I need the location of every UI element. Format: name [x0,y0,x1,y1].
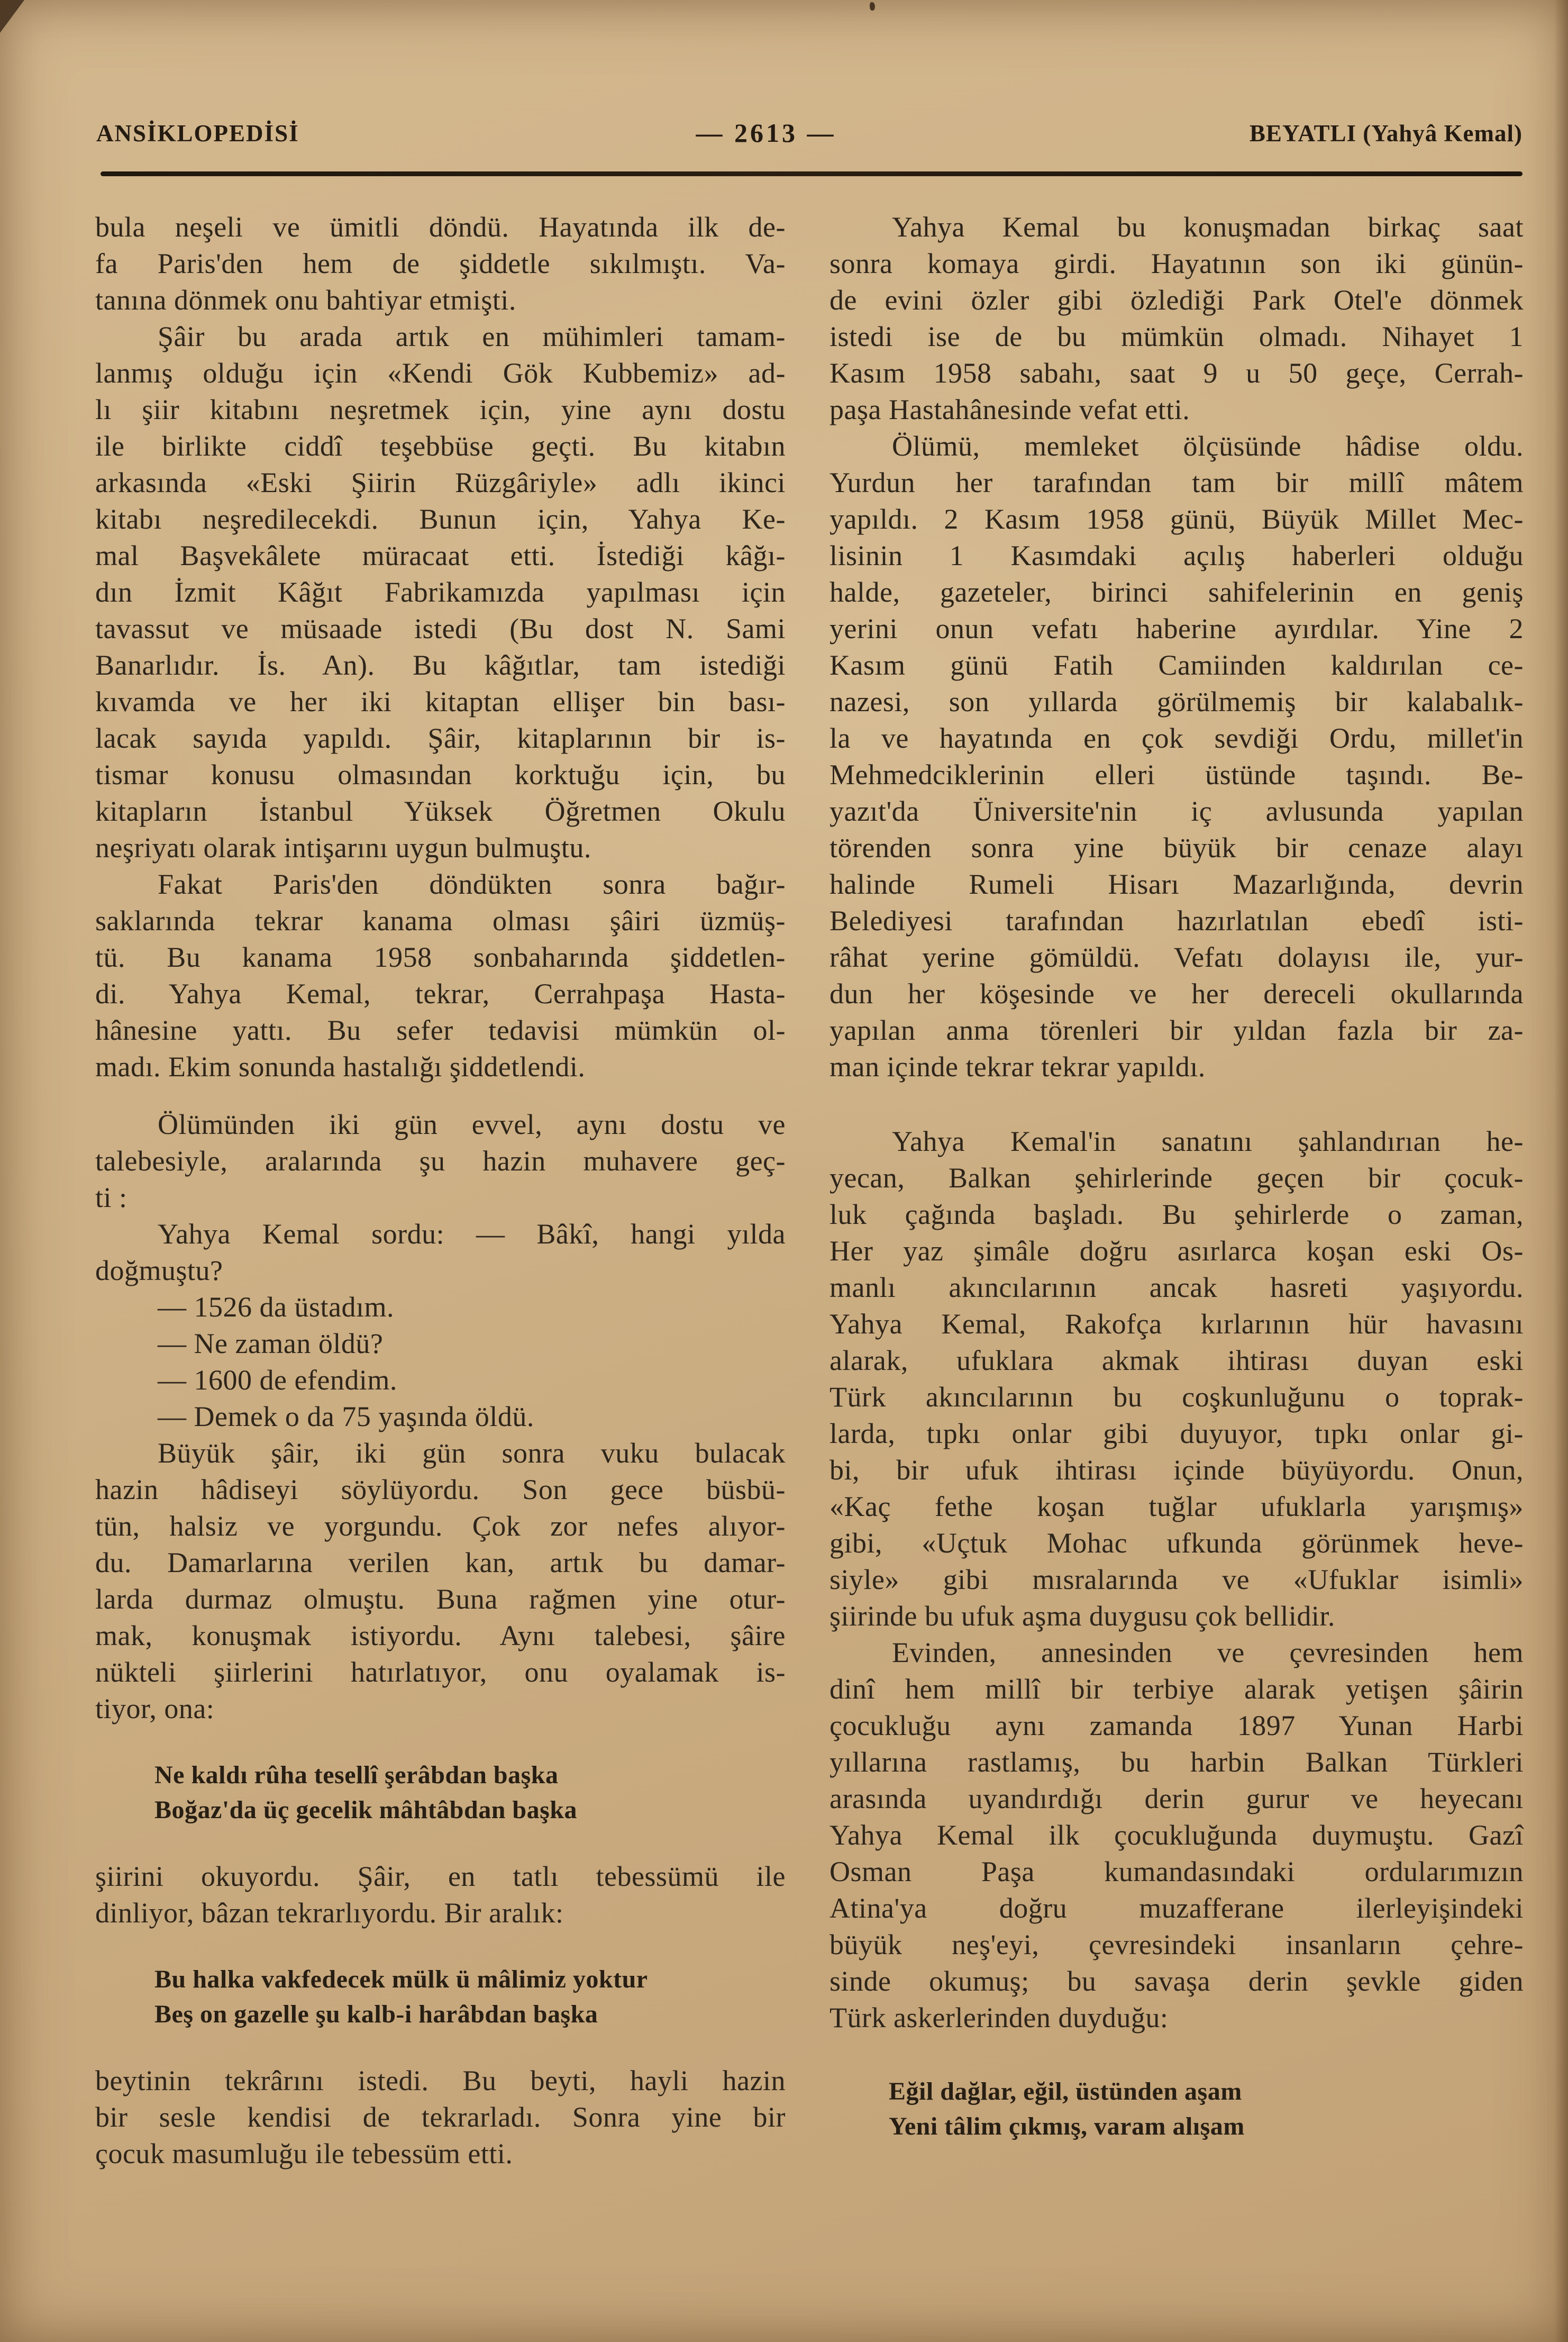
text-line: şiirinde bu ufuk aşma duygusu çok bellidir. [829,1600,1335,1632]
text-line: mal Başvekâlete müracaat etti. İstediği kâğı- [95,540,786,571]
text-line: ile birlikte ciddî teşebbüse geçti. Bu kitabın [95,430,786,462]
text-line: dinî hem millî bir terbiye alarak yetişen şâirin [829,1673,1524,1705]
verse-block [95,1758,786,1828]
paragraph [95,866,786,1085]
paragraph [95,319,786,866]
text-line: Yahya Kemal ilk çocukluğunda duymuştu. Gazî [829,1819,1524,1851]
text-line: dinliyor, bâzan tekrarlıyordu. Bir aralık: [95,1897,564,1929]
text-line: tavassut ve müsaade istedi (Bu dost N. Sami [95,613,786,644]
text-line: la ve hayatında en çok sevdiği Ordu, millet'in [829,722,1524,754]
text-line: Yahya Kemal bu konuşmadan birkaç saat [892,211,1524,243]
scan-artifact-speck [870,2,875,11]
text-line: Her yaz şimâle doğru asırlarca koşan eski Os- [829,1235,1524,1267]
text-line: yecan, Balkan şehirlerinde geçen bir çocuk- [829,1162,1524,1194]
paragraph [95,1399,786,1435]
text-line: çocukluğu aynı zamanda 1897 Yunan Harbi [829,1710,1524,1741]
text-line: Evinden, annesinden ve çevresinden hem [892,1637,1524,1668]
paragraph [95,1326,786,1362]
text-line: Ölümü, memleket ölçüsünde hâdise oldu. [892,430,1524,462]
text-line: Osman Paşa kumandasındaki ordularımızın [829,1856,1524,1887]
text-line: büyük neş'eyi, çevresindeki insanların çehre- [829,1929,1524,1960]
text-line: hânesine yattı. Bu sefer tedavisi mümkün ol- [95,1014,786,1046]
paragraph [829,1635,1524,2036]
text-line: törenden sonra yine büyük bir cenaze alayı [829,832,1524,864]
text-line: — Demek o da 75 yaşında öldü. [158,1401,534,1432]
text-line: bir sesle kendisi de tekrarladı. Sonra yine bir [95,2101,786,2133]
text-line: yazıt'da Üniversite'nin iç avlusunda yapılan [829,795,1524,827]
text-line: istedi ise de bu mümkün olmadı. Nihayet 1 [829,321,1524,352]
text-line: Eğil dağlar, eğil, üstünden aşam [889,2077,1242,2105]
text-line: fa Paris'den hem de şiddetle sıkılmıştı. Va- [95,248,786,279]
text-line: Ne kaldı rûha tesellî şerâbdan başka [154,1761,559,1789]
scan-edge-shadow [1554,0,1568,2342]
text-line: gibi, «Uçtuk Mohac ufkunda görünmek heve- [829,1527,1524,1559]
text-line: Kasım günü Fatih Camiinden kaldırılan ce- [829,649,1524,681]
paragraph [829,209,1524,428]
encyclopedia-title: ANSİKLOPEDİSİ [96,120,299,147]
paragraph [95,1106,786,1216]
text-line: du. Damarlarına verilen kan, artık bu damar- [95,1547,786,1578]
text-line: Yahya Kemal, Rakofça kırlarının hür havasını [829,1308,1524,1340]
text-line: Boğaz'da üç gecelik mâhtâbdan başka [154,1796,577,1824]
text-line: larda, tıpkı onlar gibi duyuyor, tıpkı onlar gi- [829,1418,1524,1449]
text-line: lanmış olduğu için «Kendi Gök Kubbemiz» ad- [95,357,786,389]
text-line: Mehmedciklerinin elleri üstünde taşındı. Be- [829,759,1524,791]
paragraph [829,1123,1524,1635]
text-line: larda durmaz olmuştu. Buna rağmen yine otur- [95,1583,786,1615]
verse-block [95,1962,786,2032]
header-rule [101,171,1523,176]
text-line: «Kaç fethe koşan tuğlar ufuklarla yarışmış» [829,1491,1524,1522]
text-line: Belediyesi tarafından hazırlatılan ebedî isti- [829,905,1524,937]
text-line: yapıldı. 2 Kasım 1958 günü, Büyük Millet Mec- [829,503,1524,535]
text-line: sonra komaya girdi. Hayatının son iki günün- [829,248,1524,279]
text-line: lacak sayıda yapıldı. Şâir, kitaplarının bir is- [95,722,786,754]
text-line: dın İzmit Kâğıt Fabrikamızda yapılması için [95,576,786,608]
text-line: Yahya Kemal sordu: — Bâkî, hangi yılda [158,1218,786,1250]
scan-artifact-corner [0,0,24,33]
paragraph [829,428,1524,1085]
text-line: Ölümünden iki gün evvel, aynı dostu ve [158,1109,786,1140]
text-line: Fakat Paris'den döndükten sonra bağır- [158,868,786,900]
text-line: râhat yerine gömüldü. Vefatı dolayısı ile, yur- [829,941,1524,973]
text-line: nazesi, son yıllarda görülmemiş bir kalabalık- [829,686,1524,718]
text-line: talebesiyle, aralarında şu hazin muhavere geç- [95,1145,786,1177]
text-line: lisinin 1 Kasımdaki açılış haberleri olduğu [829,540,1524,571]
page-number: — 2613 — [696,118,836,148]
text-line: yerini onun vefatı haberine ayırdılar. Yine 2 [829,613,1524,644]
text-line: Banarlıdır. İs. An). Bu kâğıtlar, tam istediği [95,649,786,681]
text-line: Şâir bu arada artık en mühimleri tamam- [158,321,786,352]
text-line: neşriyatı olarak intişarını uygun bulmuştu. [95,832,591,864]
text-line: arasında uyandırdığı derin gurur ve heyecanı [829,1783,1524,1814]
text-line: Yeni tâlim çıkmış, varam alışam [889,2112,1245,2140]
verse-block [829,2074,1524,2144]
text-line: kıvamda ve her iki kitaptan ellişer bin bası- [95,686,786,718]
text-line: siyle» gibi mısralarında ve «Ufuklar isimli» [829,1564,1524,1595]
text-line: nükteli şiirlerini hatırlatıyor, onu oyalamak is- [95,1656,786,1688]
text-line: saklarında tekrar kanama olması şâiri üzmüş- [95,905,786,937]
text-line: tismar konusu olmasından korktuğu için, bu [95,759,786,791]
text-line: di. Yahya Kemal, tekrar, Cerrahpaşa Hasta- [95,978,786,1010]
text-line: de evini özler gibi özlediği Park Otel'e dönmek [829,284,1524,316]
text-line: Beş on gazelle şu kalb-i harâbdan başka [154,2000,598,2028]
text-line: alarak, ufuklara akmak ihtirası duyan eski [829,1345,1524,1376]
text-line: tanına dönmek onu bahtiyar etmişti. [95,284,516,316]
text-line: Yurdun her tarafından tam bir millî mâtem [829,467,1524,498]
text-line: doğmuştu? [95,1255,223,1286]
text-line: manlı akıncılarının ancak hasreti yaşıyordu. [829,1272,1524,1303]
text-line: Atina'ya doğru muzafferane ilerleyişindeki [829,1892,1524,1924]
text-line: Büyük şâir, iki gün sonra vuku bulacak [158,1437,786,1469]
paragraph [95,209,786,319]
text-line: paşa Hastahânesinde vefat etti. [829,394,1190,425]
text-line: tiyor, ona: [95,1693,215,1724]
text-line: — 1526 da üstadım. [158,1291,394,1323]
text-line: madı. Ekim sonunda hastalığı şiddetlendi. [95,1051,586,1083]
text-line: bi, bir ufuk ihtirası içinde büyüyordu. Onun, [829,1454,1524,1486]
text-line: ti : [95,1182,127,1213]
text-line: Yahya Kemal'in sanatını şahlandırıan he- [892,1125,1524,1157]
text-line: sinde okumuş; bu savaşa derin şevkle giden [829,1965,1524,1997]
text-line: dun her köşesinde ve her dereceli okullarında [829,978,1524,1010]
paragraph [95,1216,786,1289]
paragraph [95,1289,786,1326]
paragraph [95,2063,786,2172]
paragraph [95,1362,786,1399]
text-line: kitabı neşredilecekdi. Bunun için, Yahya Ke- [95,503,786,535]
entry-title: BEYATLI (Yahyâ Kemal) [1249,120,1523,147]
text-line: yapılan anma törenleri bir yıldan fazla bir za- [829,1014,1524,1046]
text-column-left [95,209,786,2172]
text-line: hazin hâdiseyi söylüyordu. Son gece büsbü- [95,1474,786,1505]
text-line: — 1600 de efendim. [158,1364,397,1396]
text-line: halde, gazeteler, birinci sahifelerinin en geniş [829,576,1524,608]
text-line: mak, konuşmak istiyordu. Aynı talebesi, şâire [95,1620,786,1651]
text-line: kitapların İstanbul Yüksek Öğretmen Okulu [95,795,786,827]
text-line: yıllarına rastlamış, bu harbin Balkan Türkleri [829,1746,1524,1778]
text-line: — Ne zaman öldü? [158,1328,384,1359]
text-line: şiirini okuyordu. Şâir, en tatlı tebessümü ile [95,1860,786,1892]
text-line: tün, halsiz ve yorgundu. Çok zor nefes alıyor- [95,1510,786,1542]
text-line: man içinde tekrar tekrar yapıldı. [829,1051,1206,1083]
text-line: beytinin tekrârını istedi. Bu beyti, hayli hazin [95,2065,786,2096]
text-column-right [829,209,1524,2144]
text-line: Kasım 1958 sabahı, saat 9 u 50 geçe, Cerrah- [829,357,1524,389]
text-line: bula neşeli ve ümitli döndü. Hayatında ilk de- [95,211,786,243]
text-line: Türk askerlerinden duyduğu: [829,2002,1169,2034]
text-line: çocuk masumluğu ile tebessüm etti. [95,2138,513,2169]
text-line: arkasında «Eski Şiirin Rüzgâriyle» adlı ikinci [95,467,786,498]
text-line: Bu halka vakfedecek mülk ü mâlimiz yoktur [154,1965,648,1993]
text-line: lı şiir kitabını neşretmek için, yine aynı dostu [95,394,786,425]
paragraph [95,1435,786,1727]
text-line: Türk akıncılarının bu coşkunluğunu o toprak- [829,1381,1524,1413]
text-line: luk çağında başladı. Bu şehirlerde o zaman, [829,1199,1524,1230]
text-line: halinde Rumeli Hisarı Mazarlığında, devrin [829,868,1524,900]
paragraph [95,1858,786,1931]
text-line: tü. Bu kanama 1958 sonbaharında şiddetlen- [95,941,786,973]
